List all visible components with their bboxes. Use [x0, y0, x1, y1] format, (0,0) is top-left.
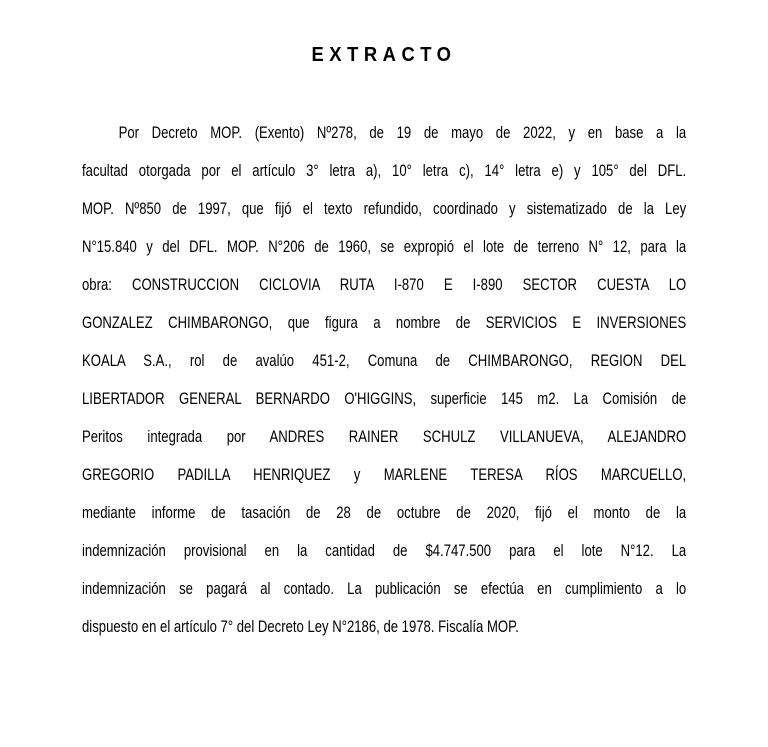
paragraph-line: Peritos integrada por ANDRES RAINER SCHULZ VILLANUEVA, ALEJANDRO — [82, 428, 687, 446]
paragraph-line: KOALA S.A., rol de avalúo 451-2, Comuna de CHIMBARONGO, REGION DEL — [82, 352, 687, 370]
paragraph-line: Por Decreto MOP. (Exento) Nº278, de 19 de mayo de 2022, y en base a la — [118, 124, 687, 142]
paragraph-line: N°15.840 y del DFL. MOP. N°206 de 1960, se expropió el lote de terreno N° 12, para la — [82, 238, 687, 256]
paragraph-line: obra: CONSTRUCCION CICLOVIA RUTA I-870 E I-890 SECTOR CUESTA LO — [82, 276, 687, 294]
paragraph-line: dispuesto en el artículo 7° del Decreto Ley N°2186, de 1978. Fiscalía MOP. — [82, 618, 519, 636]
paragraph-line: facultad otorgada por el artículo 3° letra a), 10° letra c), 14° letra e) y 105° del DFL. — [82, 162, 687, 180]
document-title: EXTRACTO — [311, 44, 457, 66]
paragraph-line: LIBERTADOR GENERAL BERNARDO O'HIGGINS, superficie 145 m2. La Comisión de — [82, 390, 687, 408]
paragraph-line: GREGORIO PADILLA HENRIQUEZ y MARLENE TERESA RÍOS MARCUELLO, — [82, 466, 687, 484]
paragraph-line: indemnización provisional en la cantidad de $4.747.500 para el lote N°12. La — [82, 542, 687, 560]
paragraph-line: indemnización se pagará al contado. La publicación se efectúa en cumplimiento a lo — [82, 580, 687, 598]
paragraph-line: MOP. Nº850 de 1997, que fijó el texto refundido, coordinado y sistematizado de la Ley — [82, 200, 687, 218]
document-paragraph — [82, 114, 686, 646]
paragraph-line: mediante informe de tasación de 28 de octubre de 2020, fijó el monto de la — [82, 504, 687, 522]
paragraph-line: GONZALEZ CHIMBARONGO, que figura a nombre de SERVICIOS E INVERSIONES — [82, 314, 687, 332]
